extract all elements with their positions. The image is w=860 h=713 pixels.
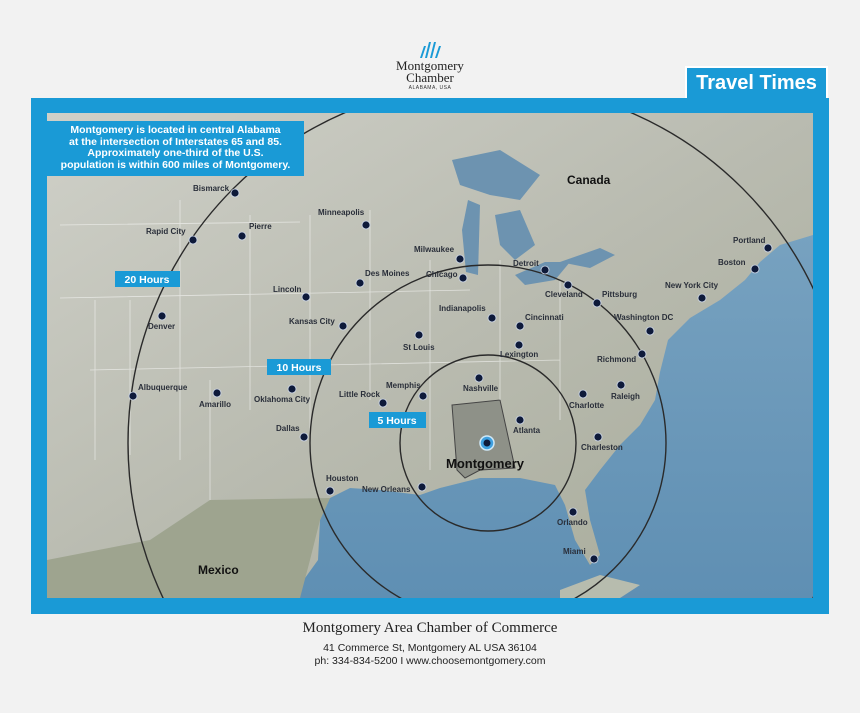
ring-label-20: 20 Hours <box>124 274 170 286</box>
city-dot <box>569 508 577 516</box>
city-label: Indianapolis <box>439 304 486 313</box>
city-dot <box>356 279 364 287</box>
city-dot <box>646 327 654 335</box>
city-dot <box>300 433 308 441</box>
region-mexico: Mexico <box>198 563 239 577</box>
footer-title: Montgomery Area Chamber of Commerce <box>302 620 558 636</box>
city-label: Orlando <box>557 518 588 527</box>
city-dot <box>617 381 625 389</box>
city-dot <box>516 416 524 424</box>
city-label: Cincinnati <box>525 313 564 322</box>
city-dot <box>415 331 423 339</box>
city-dot <box>593 299 601 307</box>
info-box <box>47 121 304 176</box>
city-dot <box>488 314 496 322</box>
city-label: Kansas City <box>289 317 335 326</box>
city-label: New Orleans <box>362 485 411 494</box>
info-line2: at the intersection of Interstates 65 and 85. <box>69 135 282 148</box>
logo-line2: Chamber <box>406 70 454 85</box>
city-label: Denver <box>148 322 176 331</box>
city-label: Miami <box>563 547 586 556</box>
city-label: Lexington <box>500 350 539 359</box>
city-dot <box>158 312 166 320</box>
city-label: Atlanta <box>513 426 541 435</box>
city-label: Des Moines <box>365 269 410 278</box>
ring-label-10: 10 Hours <box>276 362 322 374</box>
city-label: Memphis <box>386 381 421 390</box>
city-dot <box>129 392 137 400</box>
city-dot <box>638 350 646 358</box>
city-label: Rapid City <box>146 227 186 236</box>
city-dot <box>594 433 602 441</box>
city-label: Dallas <box>276 424 300 433</box>
travel-times-badge: Travel Times <box>685 66 828 100</box>
region-canada: Canada <box>567 173 611 187</box>
city-label: Raleigh <box>611 392 640 401</box>
city-dot <box>238 232 246 240</box>
city-label: Chicago <box>426 270 458 279</box>
city-label: Albuquerque <box>138 383 188 392</box>
map-svg <box>47 113 813 598</box>
city-dot <box>326 487 334 495</box>
footer-address: 41 Commerce St, Montgomery AL USA 36104 <box>323 642 537 654</box>
city-dot <box>213 389 221 397</box>
info-line1: Montgomery is located in central Alabama <box>70 124 281 136</box>
info-line3: Approximately one-third of the U.S. <box>87 147 264 159</box>
city-label: Charleston <box>581 443 623 452</box>
city-label: Charlotte <box>569 401 605 410</box>
chamber-logo-icon <box>418 40 442 60</box>
city-label: Boston <box>718 258 746 267</box>
city-dot <box>362 221 370 229</box>
city-dot <box>475 374 483 382</box>
city-dot <box>189 236 197 244</box>
city-dot <box>231 189 239 197</box>
city-label: Nashville <box>463 384 499 393</box>
city-dot <box>579 390 587 398</box>
chamber-logo <box>385 40 475 100</box>
city-label: Washington DC <box>614 313 674 322</box>
info-line4: population is within 600 miles of Montgomery. <box>60 158 291 171</box>
city-dot <box>379 399 387 407</box>
city-label: Detroit <box>513 259 539 268</box>
city-label: St Louis <box>403 343 435 352</box>
city-dot <box>764 244 772 252</box>
city-label: Houston <box>326 474 359 483</box>
city-dot <box>516 322 524 330</box>
city-dot <box>751 265 759 273</box>
city-dot <box>515 341 523 349</box>
city-dot <box>419 392 427 400</box>
city-label: Richmond <box>597 355 637 364</box>
montgomery-dot <box>484 440 491 447</box>
logo-line1: Montgomery <box>396 58 464 73</box>
city-label: Cleveland <box>545 290 583 299</box>
city-label: Milwaukee <box>414 245 455 254</box>
travel-map <box>47 113 813 598</box>
city-dot <box>456 255 464 263</box>
city-label: New York City <box>665 281 719 290</box>
city-label: Minneapolis <box>318 208 365 217</box>
city-label: Oklahoma City <box>254 395 311 404</box>
city-label: Little Rock <box>339 390 380 399</box>
city-dot <box>564 281 572 289</box>
city-dot <box>302 293 310 301</box>
ring-label-5: 5 Hours <box>377 415 417 427</box>
logo-line3: ALABAMA, USA <box>408 85 452 91</box>
city-dot <box>339 322 347 330</box>
city-dot <box>459 274 467 282</box>
city-label: Amarillo <box>199 400 232 409</box>
city-label: Pittsburg <box>602 290 638 299</box>
city-label: Portland <box>733 236 766 245</box>
city-label: Lincoln <box>273 285 302 294</box>
city-label: Bismarck <box>193 184 230 193</box>
city-dot <box>288 385 296 393</box>
city-dot <box>418 483 426 491</box>
city-dot <box>590 555 598 563</box>
city-dot <box>541 266 549 274</box>
city-label: Pierre <box>249 222 272 231</box>
footer-contact: ph: 334-834-5200 I www.choosemontgomery.com <box>314 655 546 667</box>
montgomery-label: Montgomery <box>446 456 524 471</box>
city-dot <box>698 294 706 302</box>
